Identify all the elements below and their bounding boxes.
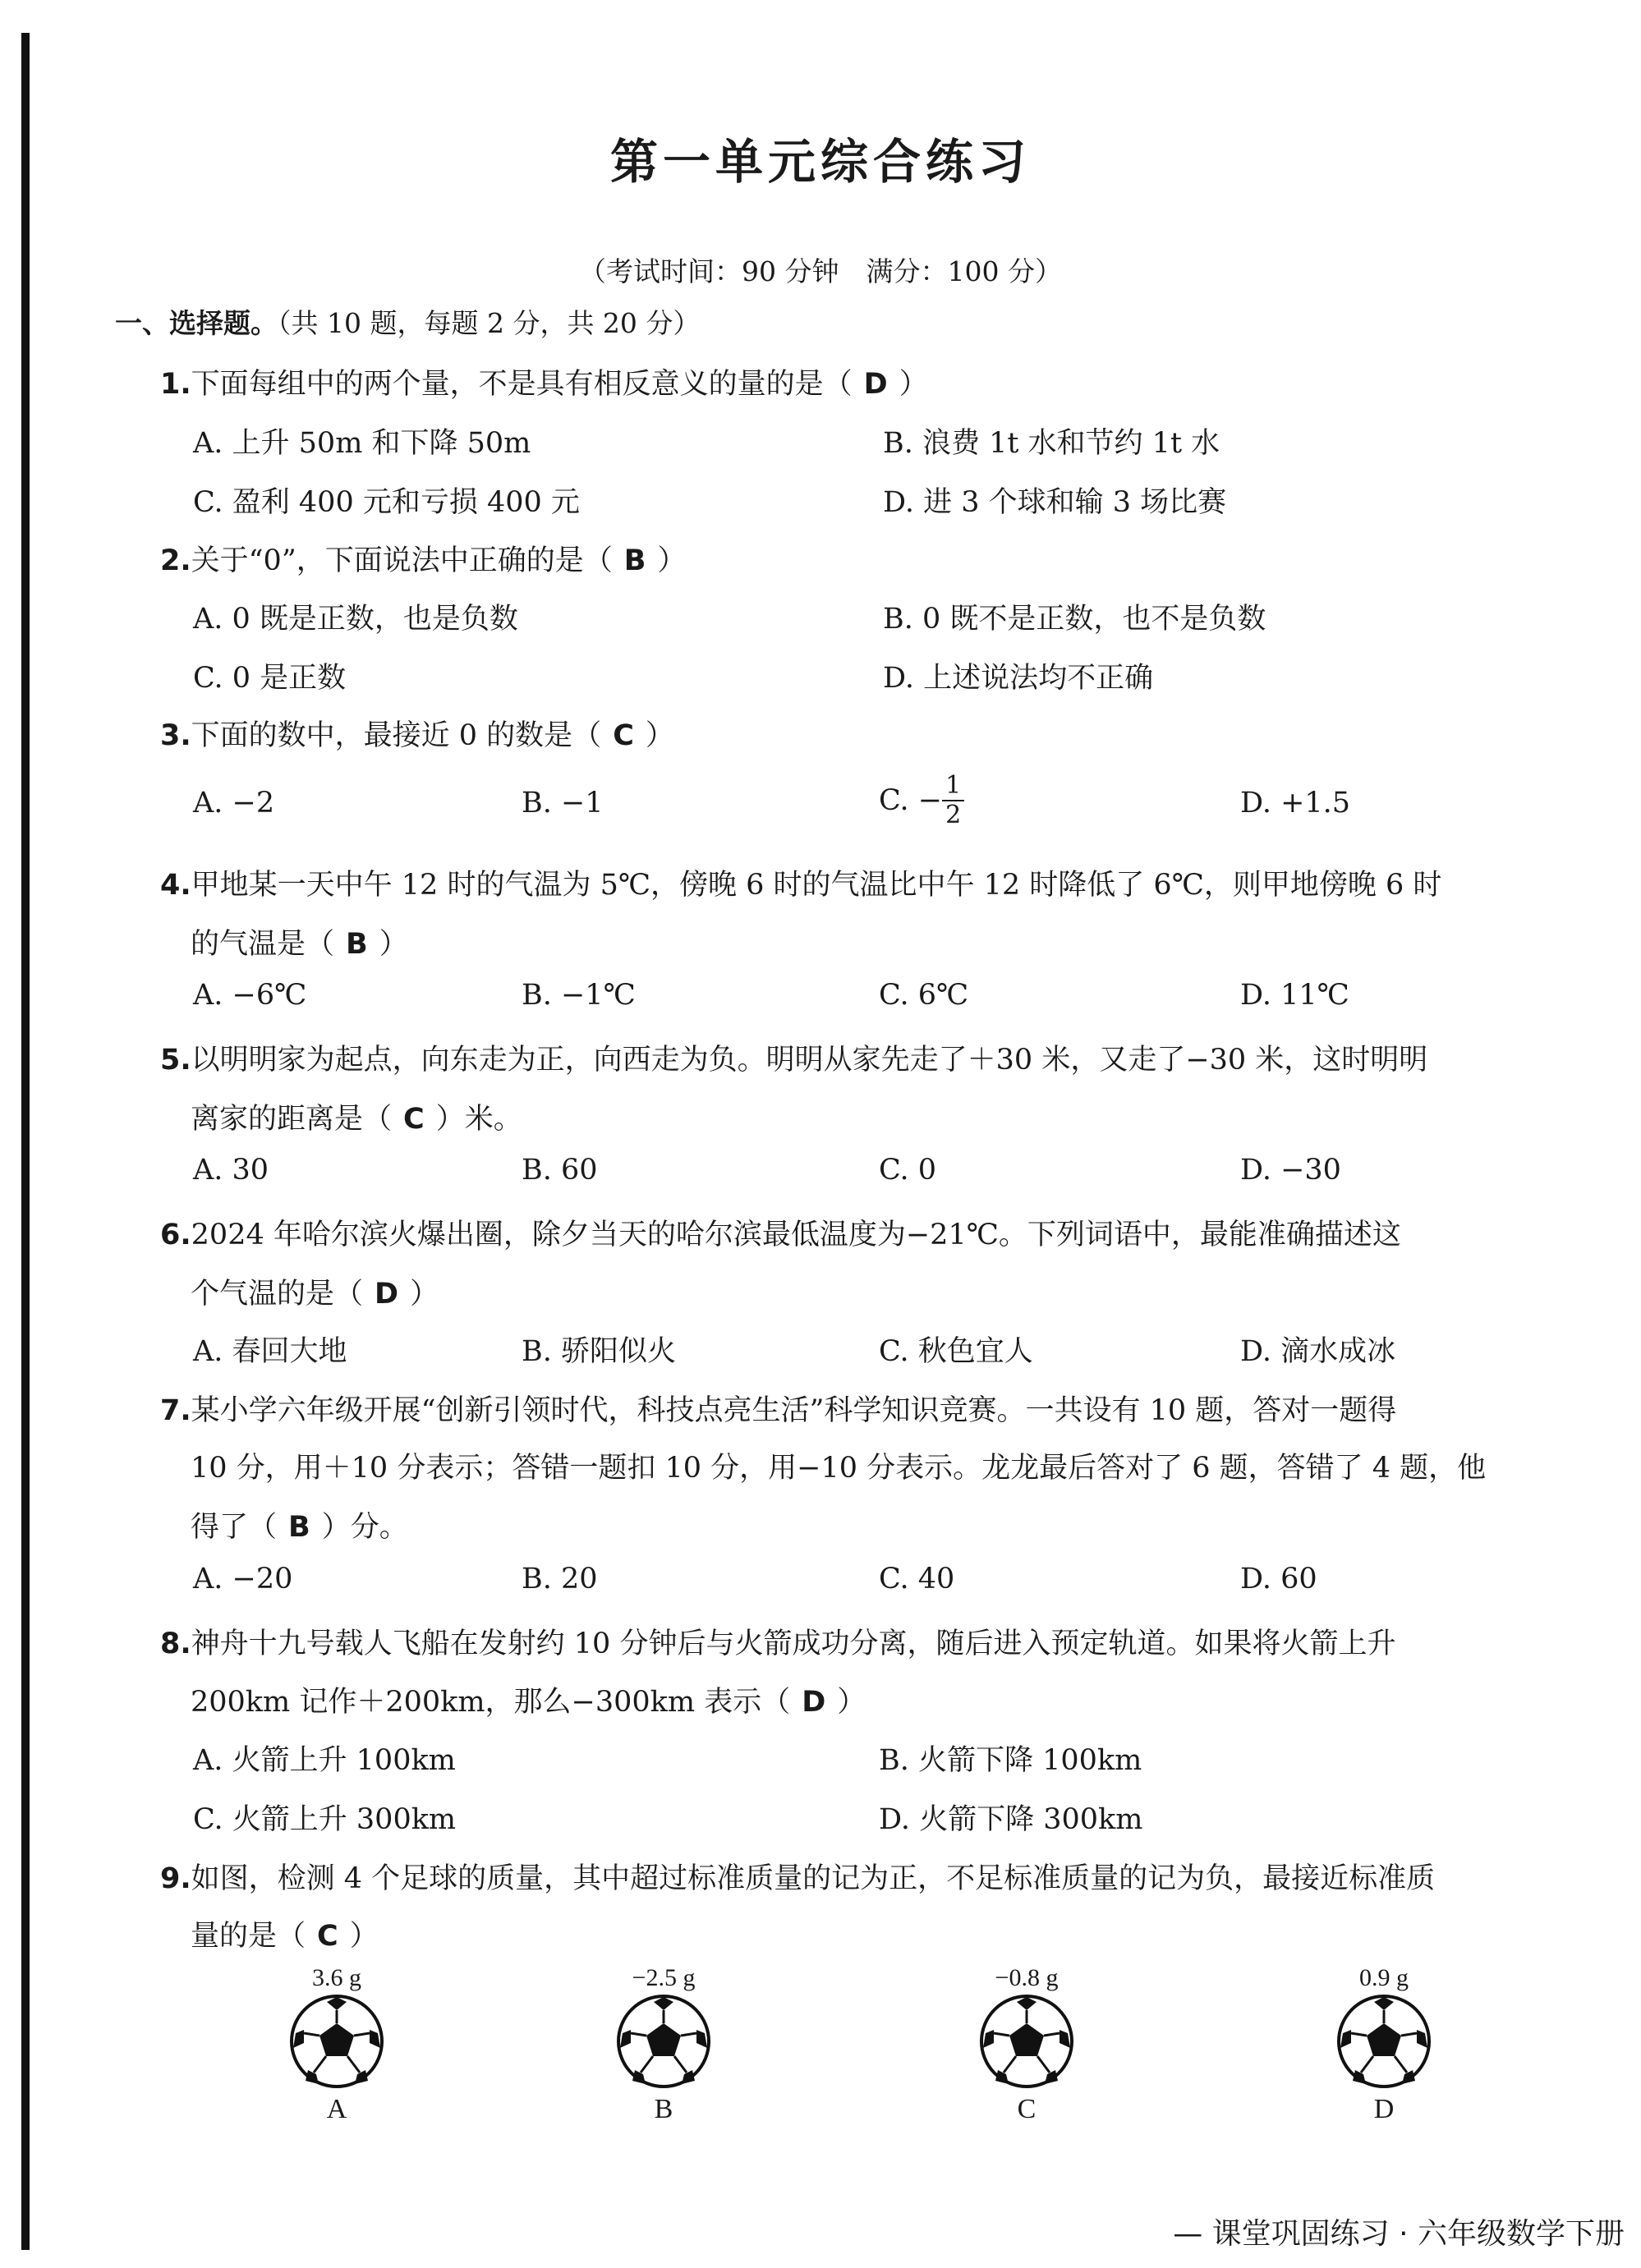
ball-mass: −2.5 g bbox=[632, 1964, 696, 1991]
soccer-ball-icon bbox=[614, 1992, 713, 2091]
soccer-ball-icon bbox=[287, 1992, 386, 2091]
q6-option-d: D. 滴水成冰 bbox=[1240, 1335, 1396, 1368]
soccer-ball-icon bbox=[1335, 1992, 1433, 2091]
q3-option-c: C. − $\frac{1}{2}$ bbox=[879, 772, 964, 829]
q4-option-d: D. 11℃ bbox=[1240, 979, 1349, 1012]
answer-1: D bbox=[863, 368, 888, 401]
question-6-cont: 个气温的是（ D ） bbox=[191, 1278, 439, 1311]
question-5-cont: 离家的距离是（ C ）米。 bbox=[191, 1103, 522, 1136]
section-heading bbox=[115, 302, 700, 341]
question-7-cont: 10 分，用＋10 分表示；答错一题扣 10 分，用−10 分表示。龙龙最后答对了 6 题，答错了 4 题，他 bbox=[191, 1452, 1487, 1485]
ball-d bbox=[1326, 1964, 1441, 2125]
section-note: （共 10 题，每题 2 分，共 20 分） bbox=[278, 307, 701, 339]
ball-mass: 3.6 g bbox=[312, 1964, 361, 1991]
q7-option-a: A. −20 bbox=[193, 1563, 293, 1595]
q1-option-b: B. 浪费 1t 水和节约 1t 水 bbox=[883, 427, 1220, 460]
ball-label: D bbox=[1373, 2094, 1395, 2124]
question-4-cont: 的气温是（ B ） bbox=[191, 928, 408, 961]
question-9-cont: 量的是（ C ） bbox=[191, 1920, 379, 1953]
ball-mass: 0.9 g bbox=[1359, 1964, 1409, 1991]
q2-option-d: D. 上述说法均不正确 bbox=[883, 662, 1154, 695]
q5-option-a: A. 30 bbox=[193, 1154, 269, 1187]
answer-3: C bbox=[613, 719, 634, 752]
q4-option-b: B. −1℃ bbox=[522, 979, 636, 1012]
page-title: 第一单元综合练习 bbox=[609, 134, 1031, 190]
question-9: 9.如图，检测 4 个足球的质量，其中超过标准质量的记为正，不足标准质量的记为负，最接近标准质 bbox=[160, 1862, 1436, 1895]
q6-option-c: C. 秋色宜人 bbox=[879, 1335, 1033, 1368]
q3-option-a: A. −2 bbox=[193, 787, 275, 820]
question-8: 8.神舟十九号载人飞船在发射约 10 分钟后与火箭成功分离，随后进入预定轨道。如果将火箭上升 bbox=[160, 1628, 1396, 1660]
ball-label: A bbox=[326, 2094, 347, 2124]
ball-label: C bbox=[1017, 2094, 1037, 2124]
q7-option-b: B. 20 bbox=[522, 1563, 598, 1595]
question-2: 2.关于“0”，下面说法中正确的是（ B ） bbox=[160, 544, 687, 577]
q5-option-b: B. 60 bbox=[522, 1154, 598, 1187]
answer-5: C bbox=[403, 1103, 425, 1136]
fraction: $\frac{1}{2}$ bbox=[942, 772, 964, 829]
q1-option-d: D. 进 3 个球和输 3 场比赛 bbox=[883, 486, 1227, 519]
q5-option-c: C. 0 bbox=[879, 1154, 937, 1187]
answer-9: C bbox=[317, 1920, 338, 1953]
answer-6: D bbox=[375, 1278, 399, 1311]
q1-option-c: C. 盈利 400 元和亏损 400 元 bbox=[193, 486, 580, 519]
question-7: 7.某小学六年级开展“创新引领时代，科技点亮生活”科学知识竞赛。一共设有 10 题，答对一题得 bbox=[160, 1394, 1397, 1427]
q8-option-d: D. 火箭下降 300km bbox=[879, 1803, 1143, 1836]
question-7-cont2: 得了（ B ）分。 bbox=[191, 1511, 408, 1544]
question-4: 4.甲地某一天中午 12 时的气温为 5℃，傍晚 6 时的气温比中午 12 时降低了 6℃，则甲地傍晚 6 时 bbox=[160, 869, 1442, 902]
q1-option-a: A. 上升 50m 和下降 50m bbox=[193, 427, 531, 460]
ball-b bbox=[606, 1964, 721, 2125]
q8-option-c: C. 火箭上升 300km bbox=[193, 1803, 457, 1836]
q6-option-a: A. 春回大地 bbox=[193, 1335, 347, 1368]
question-6: 6.2024 年哈尔滨火爆出圈，除夕当天的哈尔滨最低温度为−21℃。下列词语中，最能准确描述这 bbox=[160, 1219, 1401, 1251]
ball-mass: −0.8 g bbox=[995, 1964, 1059, 1991]
q7-option-d: D. 60 bbox=[1240, 1563, 1317, 1595]
question-1: 1.下面每组中的两个量，不是具有相反意义的量的是（ D ） bbox=[160, 368, 928, 401]
q2-option-b: B. 0 既不是正数，也不是负数 bbox=[883, 603, 1266, 636]
q8-option-a: A. 火箭上升 100km bbox=[193, 1744, 456, 1777]
question-8-cont: 200km 记作＋200km，那么−300km 表示（ D ） bbox=[191, 1686, 866, 1719]
question-3: 3.下面的数中，最接近 0 的数是（ C ） bbox=[160, 719, 674, 752]
ball-a bbox=[279, 1964, 394, 2125]
answer-4: B bbox=[346, 928, 368, 961]
q4-option-a: A. −6℃ bbox=[193, 979, 307, 1012]
q8-option-b: B. 火箭下降 100km bbox=[879, 1744, 1142, 1777]
q4-option-c: C. 6℃ bbox=[879, 979, 969, 1012]
q3-option-d: D. +1.5 bbox=[1240, 787, 1351, 820]
soccer-ball-icon bbox=[977, 1992, 1076, 2091]
ball-label: B bbox=[654, 2094, 673, 2124]
answer-8: D bbox=[802, 1686, 826, 1719]
section-label: 一、选择题。 bbox=[115, 307, 278, 339]
ball-c bbox=[969, 1964, 1084, 2125]
answer-7: B bbox=[288, 1511, 310, 1544]
question-5: 5.以明明家为起点，向东走为正，向西走为负。明明从家先走了＋30 米，又走了−30 米，这时明明 bbox=[160, 1044, 1428, 1077]
q2-option-a: A. 0 既是正数，也是负数 bbox=[193, 603, 518, 636]
q2-option-c: C. 0 是正数 bbox=[193, 662, 347, 695]
binding-edge bbox=[21, 33, 30, 2250]
page-footer: — 课堂巩固练习 · 六年级数学下册 bbox=[1173, 2217, 1625, 2251]
q3-option-b: B. −1 bbox=[522, 787, 604, 820]
q5-option-d: D. −30 bbox=[1240, 1154, 1341, 1187]
q6-option-b: B. 骄阳似火 bbox=[522, 1335, 676, 1368]
q7-option-c: C. 40 bbox=[879, 1563, 955, 1595]
answer-2: B bbox=[623, 544, 646, 577]
exam-info: （考试时间：90 分钟 满分：100 分） bbox=[579, 255, 1062, 287]
